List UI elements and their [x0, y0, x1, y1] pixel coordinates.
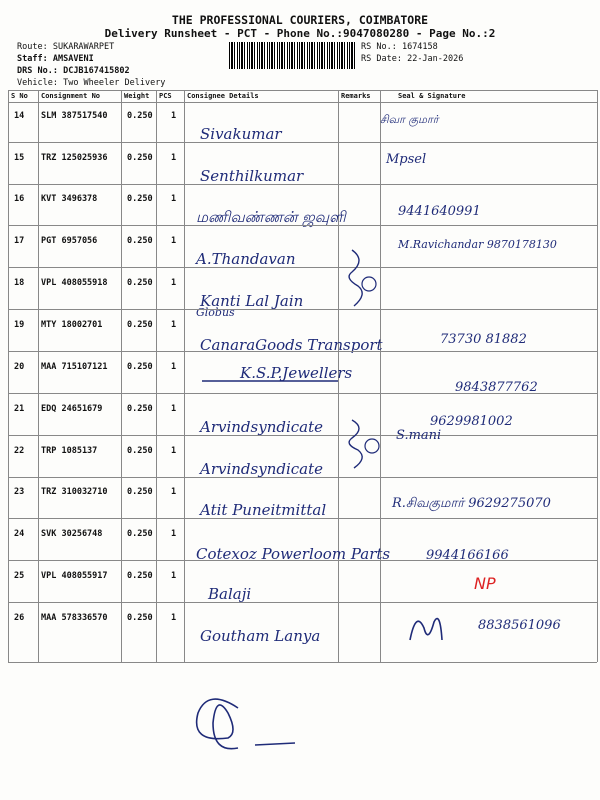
row-seal-signature: 9944166166 [426, 548, 509, 563]
row-consignment-no: PGT 6957056 [41, 236, 98, 246]
col-pcs: PCS [159, 92, 172, 100]
row-consignment-no: MTY 18002701 [41, 320, 103, 330]
row-consignee-handwritten: Arvindsyndicate [200, 460, 324, 478]
row-sno: 18 [14, 278, 25, 288]
row-pcs: 1 [171, 404, 177, 414]
rs-date-value: 22-Jan-2026 [407, 54, 464, 64]
row-consignment-no: MAA 578336570 [41, 613, 108, 623]
row-weight: 0.250 [127, 571, 153, 581]
row-consignment-no: VPL 408055918 [41, 278, 108, 288]
row-seal-signature: 9629981002 [430, 414, 513, 429]
row-weight: 0.250 [127, 236, 153, 246]
row-weight: 0.250 [127, 320, 153, 330]
row-weight: 0.250 [127, 153, 153, 163]
row-seal-signature: 9441640991 [398, 204, 481, 219]
route-label: Route: [17, 42, 48, 52]
row-pcs: 1 [171, 236, 177, 246]
row-consignee-handwritten: Kanti Lal Jain [200, 292, 304, 310]
row-consignee-handwritten: Arvindsyndicate [200, 418, 324, 436]
row-consignment-no: TRZ 310032710 [41, 487, 108, 497]
row-weight: 0.250 [127, 529, 153, 539]
row-consignment-no: SLM 387517540 [41, 111, 108, 121]
row-seal-signature: 8838561096 [478, 618, 561, 633]
row-seal-signature: R.சிவகுமார் 9629275070 [392, 496, 551, 511]
row-sno: 23 [14, 487, 25, 497]
rs-no-label: RS No.: [361, 42, 397, 52]
vehicle-value: Two Wheeler Delivery [63, 78, 166, 88]
col-remarks: Remarks [341, 92, 371, 100]
row-sno: 22 [14, 446, 25, 456]
vehicle-label: Vehicle: [17, 78, 58, 88]
row-consignee-handwritten: A.Thandavan [196, 250, 296, 268]
row-sno: 21 [14, 404, 25, 414]
col-consignee: Consignee Details [187, 92, 259, 100]
drs-value: DCJB167415802 [63, 66, 130, 76]
row-consignment-no: MAA 715107121 [41, 362, 108, 372]
row-consignment-no: TRZ 125025936 [41, 153, 108, 163]
row-seal-signature: S.mani [396, 428, 442, 443]
row-pcs: 1 [171, 194, 177, 204]
row-sno: 24 [14, 529, 25, 539]
row-consignee-handwritten: Balaji [208, 585, 252, 603]
row-consignee-handwritten: மணிவண்ணன் ஜவுளி [196, 208, 346, 226]
row-weight: 0.250 [127, 404, 153, 414]
row-sno: 20 [14, 362, 25, 372]
row-sno: 15 [14, 153, 25, 163]
row-seal-signature: 9843877762 [455, 380, 538, 395]
row-weight: 0.250 [127, 613, 153, 623]
row-pcs: 1 [171, 529, 177, 539]
col-seal: Seal & Signature [398, 92, 466, 100]
row-consignment-no: KVT 3496378 [41, 194, 98, 204]
row-weight: 0.250 [127, 446, 153, 456]
row-pcs: 1 [171, 278, 177, 288]
row-sno: 16 [14, 194, 25, 204]
row-seal-signature: சிவா குமார் [380, 113, 439, 126]
row-weight: 0.250 [127, 278, 153, 288]
row-pcs: 1 [171, 613, 177, 623]
row-weight: 0.250 [127, 111, 153, 121]
row-sno: 25 [14, 571, 25, 581]
row-pcs: 1 [171, 153, 177, 163]
row-consignee-handwritten: Atit Puneitmittal [200, 501, 327, 519]
row-seal-signature: Globus [196, 306, 235, 319]
row-consignment-no: EDQ 24651679 [41, 404, 103, 414]
row-weight: 0.250 [127, 194, 153, 204]
row-sno: 17 [14, 236, 25, 246]
row-consignee-handwritten: Sivakumar [200, 125, 282, 143]
row-consignee-handwritten: Cotexoz Powerloom Parts [196, 545, 391, 563]
row-pcs: 1 [171, 111, 177, 121]
drs-label: DRS No.: [17, 66, 58, 76]
col-sno: S No [11, 92, 28, 100]
col-weight: Weight [124, 92, 150, 100]
row-seal-signature: NP [474, 574, 496, 593]
row-pcs: 1 [171, 362, 177, 372]
staff-value: AMSAVENI [52, 54, 94, 64]
rs-date-label: RS Date: [361, 54, 402, 64]
row-sno: 19 [14, 320, 25, 330]
row-pcs: 1 [171, 487, 177, 497]
row-seal-signature: 73730 81882 [440, 332, 527, 347]
row-pcs: 1 [171, 320, 177, 330]
route-value: SUKARAWARPET [52, 42, 115, 52]
row-pcs: 1 [171, 571, 177, 581]
row-consignment-no: SVK 30256748 [41, 529, 103, 539]
row-seal-signature: Mpsel [386, 152, 427, 167]
company-title: THE PROFESSIONAL COURIERS, COIMBATORE [171, 13, 429, 27]
row-sno: 26 [14, 613, 25, 623]
row-consignment-no: VPL 408055917 [41, 571, 108, 581]
row-pcs: 1 [171, 446, 177, 456]
row-consignee-handwritten: Senthilkumar [200, 167, 304, 185]
row-weight: 0.250 [127, 362, 153, 372]
staff-label: Staff: [17, 54, 48, 64]
col-consignment: Consignment No [41, 92, 101, 100]
signature-mark [197, 699, 295, 749]
row-consignee-handwritten: CanaraGoods Transport [200, 336, 383, 354]
row-seal-signature: M.Ravichandar 9870178130 [398, 238, 557, 251]
row-consignee-handwritten: Goutham Lanya [200, 627, 321, 645]
runsheet-subtitle: Delivery Runsheet - PCT - Phone No.:9047080280 - Page No.:2 [104, 27, 496, 40]
row-consignee-handwritten: K.S.P.Jewellers [240, 364, 353, 382]
row-weight: 0.250 [127, 487, 153, 497]
row-consignment-no: TRP 1085137 [41, 446, 98, 456]
rs-no-value: 1674158 [401, 42, 438, 52]
row-sno: 14 [14, 111, 25, 121]
